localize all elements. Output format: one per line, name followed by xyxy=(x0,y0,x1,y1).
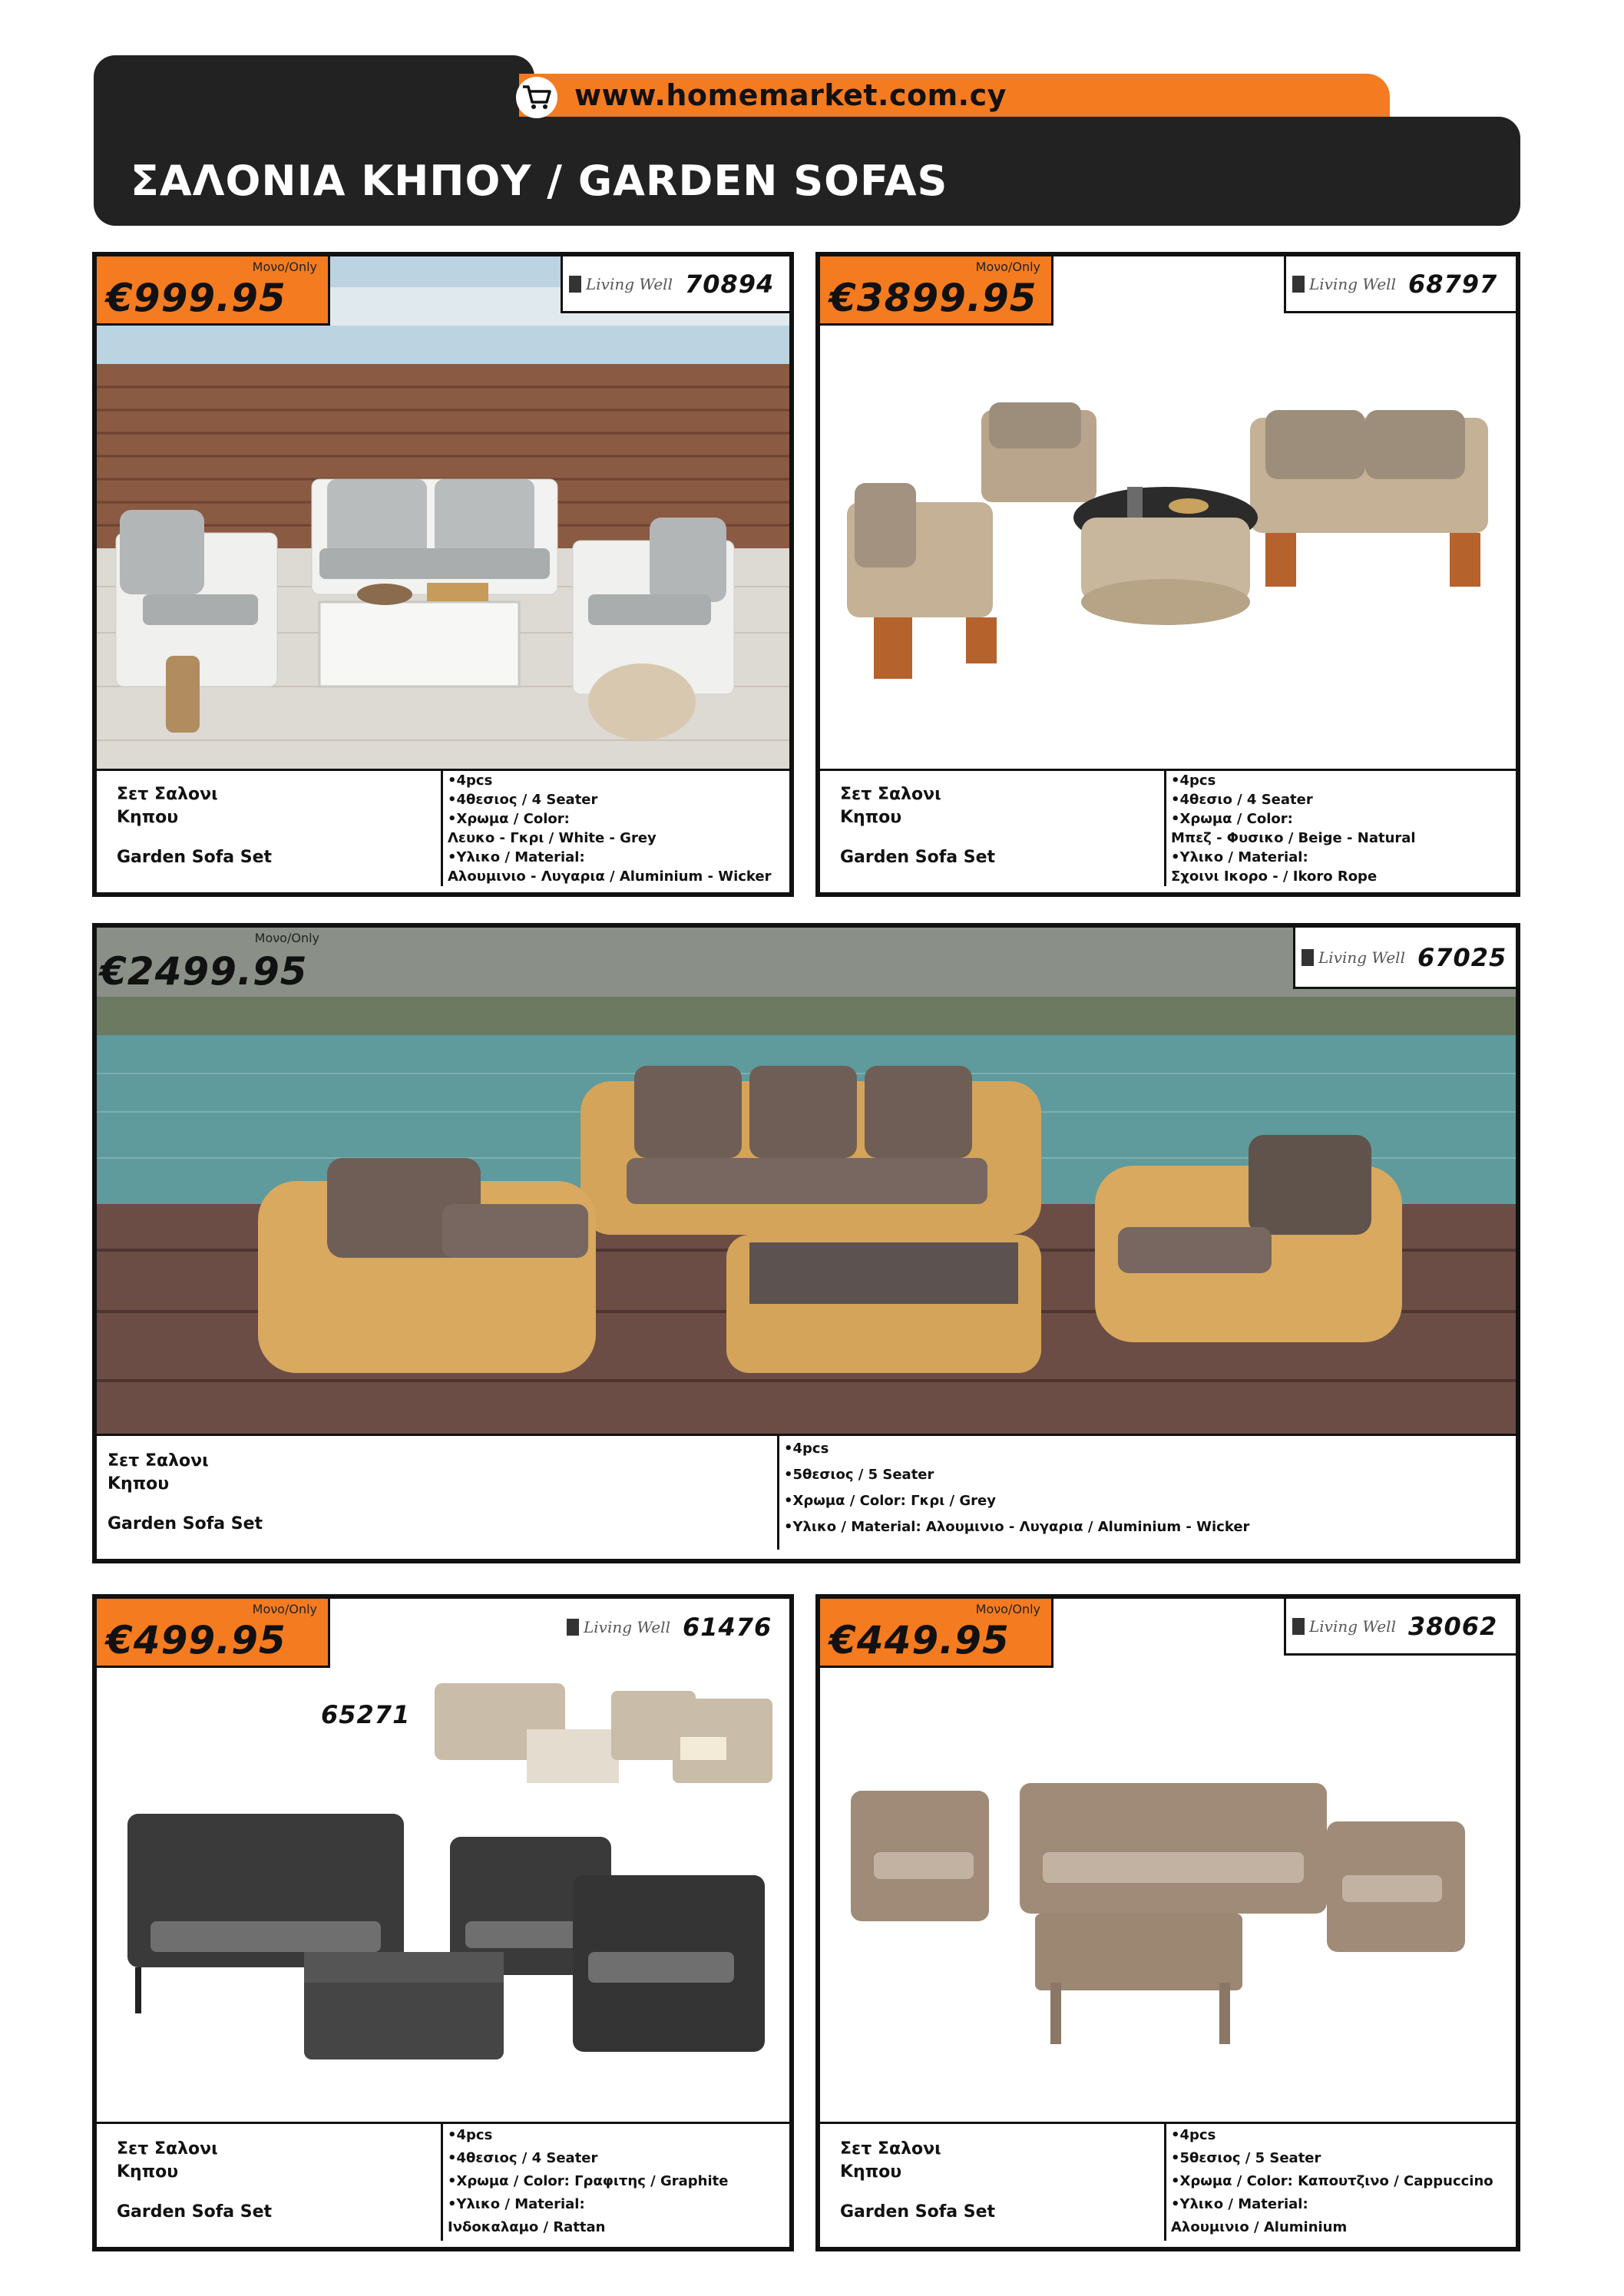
product-image xyxy=(820,256,1516,779)
product-info xyxy=(820,2122,1516,2247)
brand-name: Living Well xyxy=(584,1618,670,1636)
product-card-38062[interactable] xyxy=(815,1594,1520,2251)
product-image xyxy=(97,1599,789,2132)
only-label: Μονο/Only xyxy=(252,260,317,274)
product-info xyxy=(97,1434,1516,1559)
product-specs xyxy=(1164,771,1416,886)
name-greek: Σετ Σαλονι Κηπου xyxy=(840,785,941,827)
header-tab xyxy=(94,55,534,124)
brand-logo xyxy=(569,275,673,293)
spec-line: •4pcs xyxy=(448,773,493,789)
product-code: 68797 xyxy=(1407,269,1498,299)
brand-logo xyxy=(1292,275,1396,293)
brand-code-box xyxy=(1284,256,1516,313)
spec-line: •Χρωμα / Color: xyxy=(1171,811,1293,827)
spec-line: Ινδοκαλαμο / Rattan xyxy=(448,2219,606,2235)
spec-line: •Χρωμα / Color: xyxy=(448,811,570,827)
only-label: Μονο/Only xyxy=(975,260,1040,274)
spec-line: •Χρωμα / Color: Γραφιτης / Graphite xyxy=(448,2173,729,2189)
product-card-61476[interactable] xyxy=(92,1594,794,2251)
price-value: €3899.95 xyxy=(829,276,1037,320)
product-info xyxy=(820,769,1516,892)
brand-name: Living Well xyxy=(1309,1616,1396,1636)
page-title: ΣΑΛΟΝΙΑ ΚΗΠΟΥ / GARDEN SOFAS xyxy=(131,157,948,205)
spec-line: •Υλικο / Material: xyxy=(1171,849,1308,865)
product-name xyxy=(117,2138,408,2224)
product-card-67025[interactable] xyxy=(92,923,1520,1563)
spec-line: •4θεσιος / 4 Seater xyxy=(448,2150,598,2166)
spec-line: •4pcs xyxy=(1171,773,1216,789)
spec-line: •Υλικο / Material: xyxy=(448,2196,585,2212)
spec-line: Λευκο - Γκρι / White - Grey xyxy=(448,830,657,846)
spec-line: •4pcs xyxy=(784,1441,829,1457)
spec-line: •Υλικο / Material: Αλουμινιο - Λυγαρια / Aluminium - Wicker xyxy=(784,1519,1250,1535)
price-tag xyxy=(97,928,330,997)
price-value: €449.95 xyxy=(829,1618,1010,1662)
product-specs xyxy=(777,1436,1249,1550)
spec-line: •Χρωμα / Color: Γκρι / Grey xyxy=(784,1493,996,1509)
brand-name: Living Well xyxy=(1309,274,1396,293)
spec-line: •5θεσιος / 5 Seater xyxy=(1171,2150,1321,2166)
spec-line: •4θεσιος / 4 Seater xyxy=(448,792,598,808)
only-label: Μονο/Only xyxy=(254,931,319,945)
price-tag xyxy=(97,256,330,326)
product-code: 61476 xyxy=(682,1613,772,1642)
alt-product-code: 65271 xyxy=(321,1700,411,1729)
price-tag xyxy=(97,1599,330,1668)
brand-logo xyxy=(1302,948,1405,967)
logo-mark-icon xyxy=(1302,949,1314,966)
product-name xyxy=(840,783,1132,869)
name-greek: Σετ Σαλονι Κηπου xyxy=(117,2139,218,2182)
product-specs xyxy=(441,2124,728,2241)
product-code: 67025 xyxy=(1417,942,1507,972)
product-code: 38062 xyxy=(1407,1611,1498,1641)
product-info xyxy=(97,2122,789,2247)
name-greek: Σετ Σαλονι Κηπου xyxy=(840,2139,941,2182)
name-greek: Σετ Σαλονι Κηπου xyxy=(117,785,218,827)
name-greek: Σετ Σαλονι Κηπου xyxy=(107,1451,209,1494)
price-value: €499.95 xyxy=(106,1618,286,1662)
product-code: 70894 xyxy=(684,269,775,299)
product-card-70894[interactable] xyxy=(92,252,794,897)
spec-line: •4θεσιο / 4 Seater xyxy=(1171,792,1313,808)
product-specs xyxy=(1164,2124,1493,2241)
product-name xyxy=(117,783,408,869)
logo-mark-icon xyxy=(1292,1618,1305,1635)
spec-line: Αλουμινιο - Λυγαρια / Aluminium - Wicker xyxy=(448,868,772,885)
only-label: Μονο/Only xyxy=(252,1602,317,1616)
name-english: Garden Sofa Set xyxy=(117,848,273,867)
logo-mark-icon xyxy=(567,1619,579,1636)
only-label: Μονο/Only xyxy=(975,1602,1040,1616)
brand-code-box xyxy=(561,1599,789,1656)
shopping-cart-icon[interactable] xyxy=(516,77,557,118)
logo-mark-icon xyxy=(569,276,581,293)
brand-code-box xyxy=(1293,928,1516,989)
product-name xyxy=(107,1450,568,1536)
spec-line: Σχοινι Ικορο - / Ikoro Rope xyxy=(1171,868,1378,885)
spec-line: •4pcs xyxy=(448,2127,493,2143)
price-value: €2499.95 xyxy=(100,949,308,994)
spec-line: •5θεσιος / 5 Seater xyxy=(784,1467,934,1483)
spec-line: •4pcs xyxy=(1171,2127,1216,2143)
price-tag xyxy=(820,1599,1053,1668)
spec-line: •Υλικο / Material: xyxy=(1171,2196,1308,2212)
price-value: €999.95 xyxy=(106,276,286,320)
product-info xyxy=(97,769,789,892)
spec-line: •Υλικο / Material: xyxy=(448,849,585,865)
product-image xyxy=(97,928,1516,1436)
logo-mark-icon xyxy=(1292,276,1305,293)
brand-logo xyxy=(567,1618,670,1636)
product-card-68797[interactable] xyxy=(815,252,1520,897)
product-name xyxy=(840,2138,1132,2224)
spec-line: Αλουμινιο / Aluminium xyxy=(1171,2219,1348,2235)
spec-line: •Χρωμα / Color: Καπουτζινο / Cappuccino xyxy=(1171,2173,1493,2189)
website-link[interactable]: www.homemarket.com.cy xyxy=(574,78,1007,112)
name-english: Garden Sofa Set xyxy=(840,848,996,867)
brand-code-box xyxy=(1284,1599,1516,1656)
product-image xyxy=(97,256,789,779)
name-english: Garden Sofa Set xyxy=(840,2202,996,2222)
name-english: Garden Sofa Set xyxy=(107,1514,263,1533)
product-image xyxy=(820,1599,1516,2132)
name-english: Garden Sofa Set xyxy=(117,2202,273,2222)
brand-name: Living Well xyxy=(586,274,673,293)
spec-line: Μπεζ - Φυσικο / Beige - Natural xyxy=(1171,830,1416,846)
brand-logo xyxy=(1292,1617,1396,1636)
price-tag xyxy=(820,256,1053,326)
product-specs xyxy=(441,771,772,886)
brand-name: Living Well xyxy=(1318,948,1405,967)
brand-code-box xyxy=(561,256,789,313)
